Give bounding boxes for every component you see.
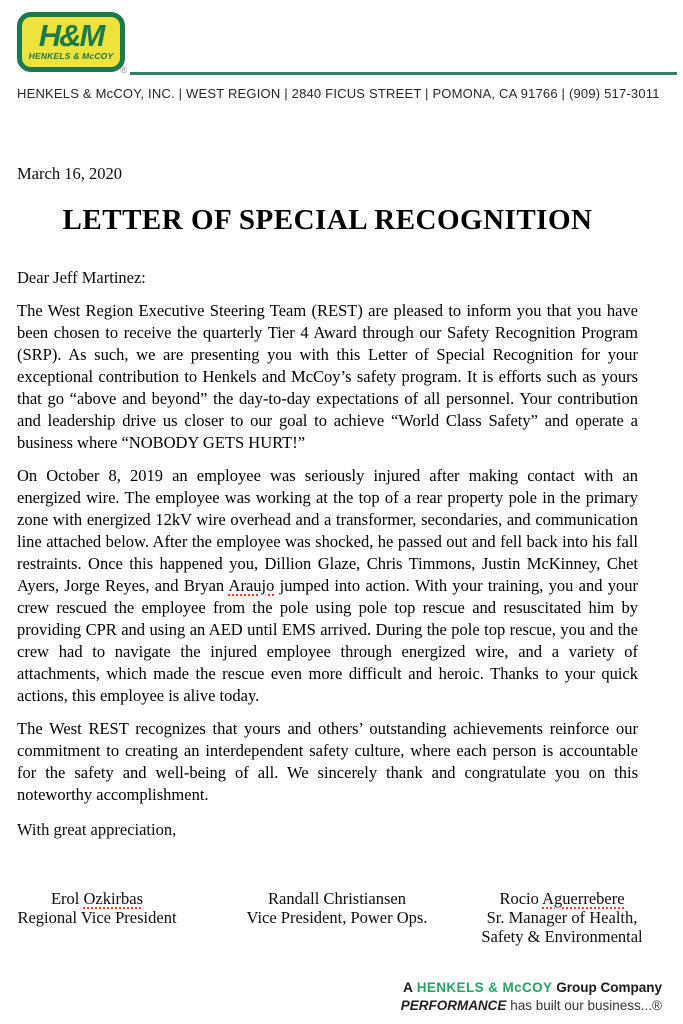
- signature-name: Erol Ozkirbas: [50, 889, 144, 908]
- letter-date: March 16, 2020: [17, 164, 122, 183]
- page-footer: [401, 979, 662, 1014]
- paragraph-intro: [17, 300, 638, 454]
- signature-title: Vice President, Power Ops.: [246, 908, 428, 927]
- footer-prefix: A: [403, 980, 413, 995]
- spellcheck-flagged-word: Aguerrebere: [542, 889, 625, 908]
- registered-trademark-symbol: ®: [120, 65, 127, 75]
- paragraph-commendation: [17, 718, 638, 806]
- letter-body: [17, 163, 643, 961]
- signature-block: [17, 889, 643, 961]
- signature-column: [12, 889, 182, 927]
- signature-name: Randall Christiansen: [268, 889, 406, 908]
- company-logo: [17, 12, 127, 75]
- paragraph-incident: [17, 465, 638, 707]
- company-address-line: HENKELS & McCOY, INC. | WEST REGION | 2840 FICUS STREET | POMONA, CA 91766 | (909) 517-3011: [17, 86, 660, 101]
- paragraph-text: jumped into action. With your training, you and your crew rescued the employee from the pole using pole top rescue and resuscitated him by providing CPR and using an AED until EMS arrived. During the pole top rescue, you and the crew had to navigate the injured employee through energized wire, and a variety of attachments, which made the rescue even more difficult and heroic. Thanks to your quick actions, this employee is alive today.: [17, 576, 638, 705]
- signature-column: [460, 889, 664, 946]
- signature-title: Sr. Manager of Health,: [486, 908, 638, 927]
- footer-group-company-line: [401, 979, 662, 997]
- footer-tagline-emphasis: PERFORMANCE: [400, 997, 507, 1013]
- salutation: Dear Jeff Martinez:: [17, 268, 146, 287]
- paragraph-text: The West Region Executive Steering Team (REST) are pleased to inform you that you have been chosen to receive the quarterly Tier 4 Award through our Safety Recognition Program (SRP). As such, we are presenting you with this Letter of Special Recognition for your exceptional contribution to Henkels and McCoy’s safety program. It is efforts such as yours that go “above and beyond” the day-to-day expectations of all personnel. Your contribution and leadership drive us closer to our goal to achieve “World Class Safety” and operate a business where “NOBODY GETS HURT!”: [17, 301, 638, 452]
- signature-title: Regional Vice President: [17, 908, 177, 927]
- signature-name: Rocio Aguerrebere: [499, 889, 625, 908]
- letter-title: LETTER OF SPECIAL RECOGNITION: [62, 204, 593, 236]
- footer-tagline: [401, 997, 662, 1015]
- logo-wordmark: HENKELS & McCOY: [28, 51, 114, 61]
- footer-brand-wordmark: HENKELS & McCOY: [416, 980, 553, 995]
- closing-line: With great appreciation,: [17, 820, 177, 839]
- signature-title: Safety & Environmental: [481, 927, 643, 946]
- header-divider-rule: [130, 72, 677, 75]
- logo-monogram: H&M: [38, 18, 104, 53]
- paragraph-text: The West REST recognizes that yours and others’ outstanding achievements reinforce our commitment to creating an interdependent safety culture, where each person is accountable for the safety and well-being of all. We sincerely thank and congratulate you on this noteworthy accomplishment.: [17, 719, 638, 804]
- paragraph-text: On October 8, 2019 an employee was seriously injured after making contact with an energized wire. The employee was working at the top of a rear property pole in the primary zone with energized 12kV wire overhead and a transformer, secondaries, and communication line attached below. After the employee was shocked, he passed out and fell back into his fall restraints. Once this happened you, Dillion Glaze, Chris Timmons, Justin McKinney, Chet Ayers, Jorge Reyes, and Bryan: [17, 466, 638, 595]
- spellcheck-flagged-word: Ozkirbas: [83, 889, 144, 908]
- spellcheck-flagged-word: Araujo: [228, 576, 275, 595]
- footer-tagline-text: has built our business...®: [510, 997, 662, 1013]
- signature-column: [237, 889, 437, 927]
- footer-suffix: Group Company: [556, 980, 662, 995]
